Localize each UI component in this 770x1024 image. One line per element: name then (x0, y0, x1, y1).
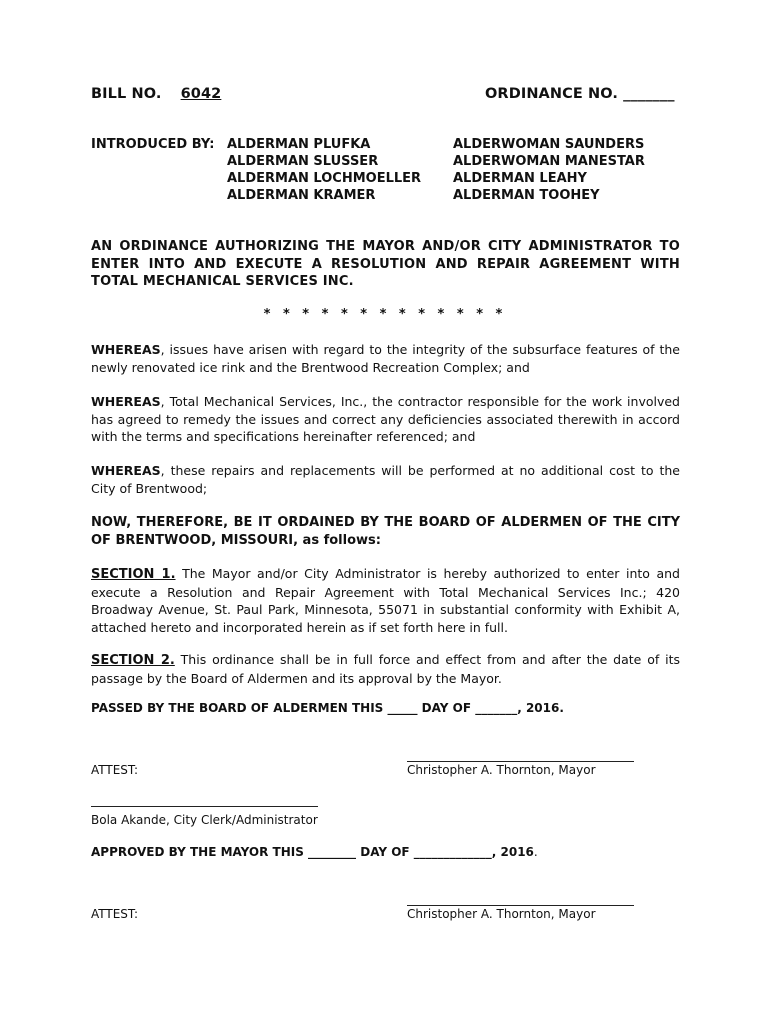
section-text: The Mayor and/or City Administrator is hereby authorized to enter into and execute a Resolution and Repair Agreement with Total Mechanical Services Inc.; 420 Broadway Avenue, St. Paul Park, Minnesota, 55071 in substantial conformity with Exhibit A, attached hereto and incorporated herein as if set forth here in full. (91, 566, 680, 635)
ordinance-title: AN ORDINANCE AUTHORIZING THE MAYOR AND/OR CITY ADMINISTRATOR TO ENTER INTO AND EXECUTE A RESOLUTION AND REPAIR AGREEMENT WITH TOTAL MECHANICAL SERVICES INC. (91, 239, 680, 289)
section-text: This ordinance shall be in full force and effect from and after the date of its passage by the Board of Aldermen and its approval by the Mayor. (91, 652, 680, 686)
whereas-text: , Total Mechanical Services, Inc., the contractor responsible for the work involved has agreed to remedy the issues and correct any deficiencies associated therewith in accord with the terms and specifications hereinafter referenced; and (91, 394, 680, 444)
sponsor-name: ALDERMAN LOCHMOELLER (227, 171, 422, 186)
passed-line: PASSED BY THE BOARD OF ALDERMEN THIS _____ DAY OF _______, 2016. (91, 701, 564, 715)
ordinance-number-line: ORDINANCE NO. _______ (485, 86, 675, 102)
whereas-text: , these repairs and replacements will be performed at no additional cost to the City of Brentwood; (91, 463, 680, 496)
bill-label: BILL NO. (91, 86, 162, 102)
sponsor-name: ALDERMAN PLUFKA (227, 137, 371, 152)
bill-number: 6042 (180, 86, 222, 102)
sponsor-name: ALDERMAN TOOHEY (453, 188, 600, 203)
sponsor-name: ALDERWOMAN MANESTAR (453, 154, 645, 169)
section-label: SECTION 1. (91, 567, 176, 582)
clerk-signature-line (91, 806, 318, 807)
approved-text: APPROVED BY THE MAYOR THIS ________ DAY OF _____________, 2016 (91, 845, 534, 859)
sponsor-name: ALDERMAN LEAHY (453, 171, 587, 186)
sponsor-name: ALDERMAN SLUSSER (227, 154, 379, 169)
sponsor-list-right (453, 136, 645, 204)
asterisk-separator: * * * * * * * * * * * * * (263, 307, 507, 322)
approved-period: . (533, 845, 538, 859)
whereas-lead: WHEREAS (91, 342, 161, 357)
attest-label: ATTEST: (91, 763, 138, 777)
attest-label: ATTEST: (91, 907, 138, 921)
whereas-text: , issues have arisen with regard to the integrity of the subsurface features of the newly renovated ice rink and the Brentwood Recreation Complex; and (91, 342, 680, 375)
introduced-by-label: INTRODUCED BY: (91, 137, 215, 152)
whereas-clause (91, 393, 680, 446)
whereas-lead: WHEREAS (91, 463, 161, 478)
sponsor-list-left (227, 136, 421, 204)
whereas-lead: WHEREAS (91, 394, 161, 409)
mayor-signature-line (407, 761, 634, 762)
ordained-text: NOW, THEREFORE, BE IT ORDAINED BY THE BOARD OF ALDERMEN OF THE CITY OF BRENTWOOD, MISSOURI, (91, 515, 680, 548)
section-2 (91, 651, 680, 687)
sponsor-name: ALDERMAN KRAMER (227, 188, 376, 203)
mayor-signature-line (407, 905, 634, 906)
sponsor-name: ALDERWOMAN SAUNDERS (453, 137, 645, 152)
clerk-name: Bola Akande, City Clerk/Administrator (91, 813, 318, 827)
mayor-name: Christopher A. Thornton, Mayor (407, 907, 596, 921)
approved-line (91, 845, 538, 859)
ordained-clause (91, 514, 680, 549)
section-1 (91, 565, 680, 636)
whereas-clause (91, 341, 680, 376)
whereas-clause (91, 462, 680, 497)
mayor-name: Christopher A. Thornton, Mayor (407, 763, 596, 777)
bill-number-line (91, 86, 233, 102)
ordained-suffix: as follows: (298, 532, 381, 548)
section-label: SECTION 2. (91, 653, 175, 668)
